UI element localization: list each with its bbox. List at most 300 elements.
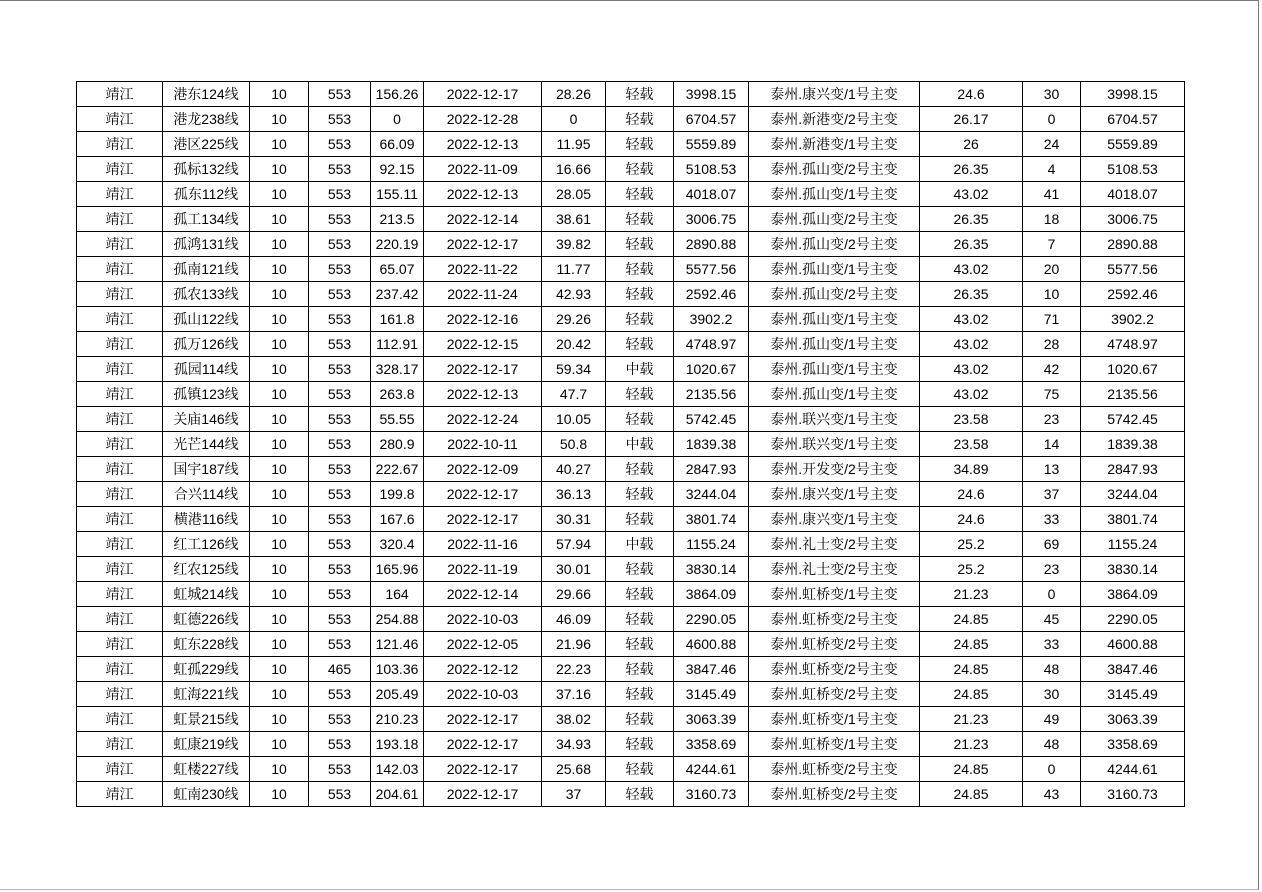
load-cell: 142.03 (371, 757, 424, 782)
transformer-cell: 泰州.礼士变/2号主变 (749, 557, 920, 582)
load-cell: 237.42 (371, 282, 424, 307)
transformer-cell: 泰州.虹桥变/2号主变 (749, 657, 920, 682)
remaining-capacity-cell: 3145.49 (1081, 682, 1185, 707)
available-capacity-cell: 3244.04 (674, 482, 749, 507)
region-cell: 靖江 (77, 782, 163, 807)
region-cell: 靖江 (77, 732, 163, 757)
capacity-cell: 553 (309, 432, 371, 457)
count-cell: 28 (1023, 332, 1081, 357)
load-cell: 280.9 (371, 432, 424, 457)
load-status-cell: 轻载 (606, 657, 674, 682)
transformer-cell: 泰州.新港变/2号主变 (749, 107, 920, 132)
remaining-capacity-cell: 5577.56 (1081, 257, 1185, 282)
line-name-cell: 虹城214线 (163, 582, 250, 607)
load-status-cell: 轻载 (606, 407, 674, 432)
table-row (77, 132, 1185, 157)
transformer-load-rate-cell: 43.02 (920, 307, 1023, 332)
load-status-cell: 轻载 (606, 632, 674, 657)
line-name-cell: 港区225线 (163, 132, 250, 157)
transformer-load-rate-cell: 43.02 (920, 357, 1023, 382)
table-row (77, 682, 1185, 707)
voltage-cell: 10 (250, 407, 309, 432)
region-cell: 靖江 (77, 207, 163, 232)
table-row (77, 282, 1185, 307)
capacity-cell: 553 (309, 257, 371, 282)
table-row (77, 257, 1185, 282)
voltage-cell: 10 (250, 657, 309, 682)
count-cell: 0 (1023, 107, 1081, 132)
remaining-capacity-cell: 3063.39 (1081, 707, 1185, 732)
voltage-cell: 10 (250, 682, 309, 707)
available-capacity-cell: 3160.73 (674, 782, 749, 807)
transformer-load-rate-cell: 24.85 (920, 782, 1023, 807)
table-row (77, 332, 1185, 357)
count-cell: 48 (1023, 657, 1081, 682)
capacity-cell: 553 (309, 457, 371, 482)
remaining-capacity-cell: 5559.89 (1081, 132, 1185, 157)
voltage-cell: 10 (250, 157, 309, 182)
load-rate-cell: 38.61 (542, 207, 606, 232)
transformer-cell: 泰州.虹桥变/2号主变 (749, 757, 920, 782)
count-cell: 18 (1023, 207, 1081, 232)
table-row (77, 657, 1185, 682)
date-cell: 2022-12-17 (424, 357, 542, 382)
table-row (77, 482, 1185, 507)
count-cell: 4 (1023, 157, 1081, 182)
region-cell: 靖江 (77, 457, 163, 482)
capacity-cell: 553 (309, 782, 371, 807)
table-row (77, 82, 1185, 107)
count-cell: 24 (1023, 132, 1081, 157)
capacity-cell: 553 (309, 482, 371, 507)
available-capacity-cell: 3358.69 (674, 732, 749, 757)
load-rate-cell: 40.27 (542, 457, 606, 482)
load-status-cell: 轻载 (606, 457, 674, 482)
load-cell: 222.67 (371, 457, 424, 482)
load-status-cell: 中载 (606, 432, 674, 457)
load-cell: 0 (371, 107, 424, 132)
capacity-cell: 553 (309, 207, 371, 232)
date-cell: 2022-12-17 (424, 707, 542, 732)
date-cell: 2022-12-13 (424, 382, 542, 407)
voltage-cell: 10 (250, 357, 309, 382)
table-row (77, 457, 1185, 482)
load-cell: 112.91 (371, 332, 424, 357)
voltage-cell: 10 (250, 207, 309, 232)
date-cell: 2022-10-03 (424, 682, 542, 707)
line-name-cell: 港东124线 (163, 82, 250, 107)
count-cell: 0 (1023, 582, 1081, 607)
region-cell: 靖江 (77, 307, 163, 332)
voltage-cell: 10 (250, 82, 309, 107)
remaining-capacity-cell: 4244.61 (1081, 757, 1185, 782)
count-cell: 7 (1023, 232, 1081, 257)
available-capacity-cell: 6704.57 (674, 107, 749, 132)
capacity-cell: 553 (309, 757, 371, 782)
line-name-cell: 国宇187线 (163, 457, 250, 482)
transformer-load-rate-cell: 43.02 (920, 382, 1023, 407)
load-cell: 65.07 (371, 257, 424, 282)
load-cell: 210.23 (371, 707, 424, 732)
load-cell: 199.8 (371, 482, 424, 507)
capacity-cell: 553 (309, 732, 371, 757)
load-rate-cell: 39.82 (542, 232, 606, 257)
table-row (77, 307, 1185, 332)
count-cell: 30 (1023, 682, 1081, 707)
table-row (77, 207, 1185, 232)
load-cell: 204.61 (371, 782, 424, 807)
remaining-capacity-cell: 3244.04 (1081, 482, 1185, 507)
voltage-cell: 10 (250, 782, 309, 807)
capacity-cell: 553 (309, 707, 371, 732)
capacity-cell: 553 (309, 82, 371, 107)
line-name-cell: 虹南230线 (163, 782, 250, 807)
load-cell: 165.96 (371, 557, 424, 582)
load-rate-cell: 28.05 (542, 182, 606, 207)
capacity-cell: 553 (309, 682, 371, 707)
table-row (77, 782, 1185, 807)
voltage-cell: 10 (250, 707, 309, 732)
capacity-cell: 553 (309, 307, 371, 332)
transformer-load-rate-cell: 43.02 (920, 332, 1023, 357)
transformer-load-rate-cell: 24.85 (920, 757, 1023, 782)
load-cell: 328.17 (371, 357, 424, 382)
load-status-cell: 轻载 (606, 307, 674, 332)
transformer-load-rate-cell: 25.2 (920, 532, 1023, 557)
capacity-cell: 553 (309, 357, 371, 382)
transformer-cell: 泰州.孤山变/1号主变 (749, 307, 920, 332)
capacity-cell: 553 (309, 382, 371, 407)
load-rate-cell: 25.68 (542, 757, 606, 782)
region-cell: 靖江 (77, 407, 163, 432)
remaining-capacity-cell: 1155.24 (1081, 532, 1185, 557)
count-cell: 30 (1023, 82, 1081, 107)
available-capacity-cell: 3864.09 (674, 582, 749, 607)
remaining-capacity-cell: 3006.75 (1081, 207, 1185, 232)
line-name-cell: 虹海221线 (163, 682, 250, 707)
date-cell: 2022-12-17 (424, 732, 542, 757)
available-capacity-cell: 4244.61 (674, 757, 749, 782)
remaining-capacity-cell: 3847.46 (1081, 657, 1185, 682)
transformer-cell: 泰州.虹桥变/1号主变 (749, 582, 920, 607)
available-capacity-cell: 4018.07 (674, 182, 749, 207)
transformer-load-rate-cell: 34.89 (920, 457, 1023, 482)
line-name-cell: 孤鸿131线 (163, 232, 250, 257)
remaining-capacity-cell: 1839.38 (1081, 432, 1185, 457)
line-name-cell: 虹景215线 (163, 707, 250, 732)
remaining-capacity-cell: 4748.97 (1081, 332, 1185, 357)
remaining-capacity-cell: 6704.57 (1081, 107, 1185, 132)
transformer-load-rate-cell: 26.35 (920, 282, 1023, 307)
load-rate-cell: 22.23 (542, 657, 606, 682)
load-status-cell: 轻载 (606, 582, 674, 607)
remaining-capacity-cell: 3160.73 (1081, 782, 1185, 807)
load-rate-cell: 46.09 (542, 607, 606, 632)
table-row (77, 632, 1185, 657)
count-cell: 71 (1023, 307, 1081, 332)
capacity-cell: 553 (309, 182, 371, 207)
capacity-cell: 553 (309, 132, 371, 157)
available-capacity-cell: 2847.93 (674, 457, 749, 482)
available-capacity-cell: 4748.97 (674, 332, 749, 357)
available-capacity-cell: 3145.49 (674, 682, 749, 707)
load-status-cell: 轻载 (606, 257, 674, 282)
load-cell: 220.19 (371, 232, 424, 257)
date-cell: 2022-12-13 (424, 132, 542, 157)
transformer-load-rate-cell: 24.85 (920, 657, 1023, 682)
region-cell: 靖江 (77, 682, 163, 707)
line-name-cell: 横港116线 (163, 507, 250, 532)
available-capacity-cell: 3006.75 (674, 207, 749, 232)
table-row (77, 557, 1185, 582)
load-rate-cell: 21.96 (542, 632, 606, 657)
capacity-cell: 553 (309, 557, 371, 582)
load-cell: 121.46 (371, 632, 424, 657)
transformer-cell: 泰州.孤山变/1号主变 (749, 332, 920, 357)
date-cell: 2022-10-03 (424, 607, 542, 632)
region-cell: 靖江 (77, 532, 163, 557)
capacity-cell: 553 (309, 582, 371, 607)
line-name-cell: 虹楼227线 (163, 757, 250, 782)
transformer-load-rate-cell: 26.17 (920, 107, 1023, 132)
voltage-cell: 10 (250, 282, 309, 307)
line-name-cell: 虹德226线 (163, 607, 250, 632)
available-capacity-cell: 2135.56 (674, 382, 749, 407)
line-name-cell: 孤镇123线 (163, 382, 250, 407)
date-cell: 2022-12-05 (424, 632, 542, 657)
load-rate-cell: 59.34 (542, 357, 606, 382)
load-rate-cell: 0 (542, 107, 606, 132)
date-cell: 2022-12-17 (424, 757, 542, 782)
transformer-cell: 泰州.康兴变/1号主变 (749, 482, 920, 507)
region-cell: 靖江 (77, 182, 163, 207)
region-cell: 靖江 (77, 707, 163, 732)
date-cell: 2022-11-16 (424, 532, 542, 557)
transformer-cell: 泰州.孤山变/2号主变 (749, 282, 920, 307)
load-cell: 167.6 (371, 507, 424, 532)
load-status-cell: 中载 (606, 357, 674, 382)
load-status-cell: 轻载 (606, 282, 674, 307)
table-row (77, 182, 1185, 207)
load-status-cell: 轻载 (606, 782, 674, 807)
remaining-capacity-cell: 3801.74 (1081, 507, 1185, 532)
transformer-cell: 泰州.虹桥变/1号主变 (749, 732, 920, 757)
load-rate-cell: 29.66 (542, 582, 606, 607)
available-capacity-cell: 5577.56 (674, 257, 749, 282)
remaining-capacity-cell: 2135.56 (1081, 382, 1185, 407)
count-cell: 43 (1023, 782, 1081, 807)
table-body (77, 82, 1185, 807)
region-cell: 靖江 (77, 657, 163, 682)
date-cell: 2022-12-12 (424, 657, 542, 682)
date-cell: 2022-12-24 (424, 407, 542, 432)
load-status-cell: 轻载 (606, 132, 674, 157)
capacity-cell: 553 (309, 507, 371, 532)
load-cell: 205.49 (371, 682, 424, 707)
date-cell: 2022-12-17 (424, 507, 542, 532)
voltage-cell: 10 (250, 632, 309, 657)
transformer-load-rate-cell: 25.2 (920, 557, 1023, 582)
voltage-cell: 10 (250, 532, 309, 557)
remaining-capacity-cell: 4600.88 (1081, 632, 1185, 657)
line-name-cell: 孤标132线 (163, 157, 250, 182)
region-cell: 靖江 (77, 107, 163, 132)
load-status-cell: 轻载 (606, 757, 674, 782)
load-cell: 320.4 (371, 532, 424, 557)
load-status-cell: 轻载 (606, 707, 674, 732)
transformer-cell: 泰州.虹桥变/2号主变 (749, 632, 920, 657)
capacity-cell: 553 (309, 282, 371, 307)
table-row (77, 757, 1185, 782)
count-cell: 0 (1023, 757, 1081, 782)
voltage-cell: 10 (250, 182, 309, 207)
transformer-cell: 泰州.开发变/2号主变 (749, 457, 920, 482)
load-rate-cell: 30.01 (542, 557, 606, 582)
transformer-load-rate-cell: 23.58 (920, 432, 1023, 457)
load-rate-cell: 30.31 (542, 507, 606, 532)
table-row (77, 532, 1185, 557)
count-cell: 13 (1023, 457, 1081, 482)
transformer-cell: 泰州.联兴变/1号主变 (749, 407, 920, 432)
table-row (77, 607, 1185, 632)
load-rate-cell: 10.05 (542, 407, 606, 432)
voltage-cell: 10 (250, 432, 309, 457)
region-cell: 靖江 (77, 132, 163, 157)
region-cell: 靖江 (77, 357, 163, 382)
transformer-load-rate-cell: 24.85 (920, 682, 1023, 707)
load-cell: 55.55 (371, 407, 424, 432)
voltage-cell: 10 (250, 457, 309, 482)
transformer-cell: 泰州.孤山变/1号主变 (749, 257, 920, 282)
line-name-cell: 关庙146线 (163, 407, 250, 432)
load-rate-cell: 20.42 (542, 332, 606, 357)
voltage-cell: 10 (250, 482, 309, 507)
transformer-cell: 泰州.孤山变/2号主变 (749, 207, 920, 232)
count-cell: 10 (1023, 282, 1081, 307)
count-cell: 23 (1023, 557, 1081, 582)
count-cell: 33 (1023, 507, 1081, 532)
load-rate-cell: 28.26 (542, 82, 606, 107)
count-cell: 33 (1023, 632, 1081, 657)
available-capacity-cell: 3801.74 (674, 507, 749, 532)
load-cell: 155.11 (371, 182, 424, 207)
transformer-load-rate-cell: 43.02 (920, 182, 1023, 207)
transformer-load-rate-cell: 21.23 (920, 732, 1023, 757)
region-cell: 靖江 (77, 257, 163, 282)
date-cell: 2022-12-17 (424, 232, 542, 257)
count-cell: 69 (1023, 532, 1081, 557)
transformer-cell: 泰州.虹桥变/2号主变 (749, 782, 920, 807)
date-cell: 2022-12-17 (424, 782, 542, 807)
voltage-cell: 10 (250, 132, 309, 157)
load-rate-cell: 11.77 (542, 257, 606, 282)
line-name-cell: 孤园114线 (163, 357, 250, 382)
available-capacity-cell: 3998.15 (674, 82, 749, 107)
voltage-cell: 10 (250, 757, 309, 782)
line-name-cell: 孤工134线 (163, 207, 250, 232)
load-status-cell: 轻载 (606, 682, 674, 707)
load-cell: 164 (371, 582, 424, 607)
load-cell: 66.09 (371, 132, 424, 157)
region-cell: 靖江 (77, 232, 163, 257)
transformer-load-rate-cell: 43.02 (920, 257, 1023, 282)
load-status-cell: 轻载 (606, 207, 674, 232)
capacity-cell: 553 (309, 107, 371, 132)
transformer-load-rate-cell: 26.35 (920, 232, 1023, 257)
table-row (77, 407, 1185, 432)
count-cell: 49 (1023, 707, 1081, 732)
load-status-cell: 轻载 (606, 182, 674, 207)
remaining-capacity-cell: 1020.67 (1081, 357, 1185, 382)
transformer-cell: 泰州.康兴变/1号主变 (749, 507, 920, 532)
table-row (77, 507, 1185, 532)
date-cell: 2022-11-24 (424, 282, 542, 307)
line-name-cell: 孤东112线 (163, 182, 250, 207)
transformer-load-rate-cell: 21.23 (920, 582, 1023, 607)
capacity-cell: 553 (309, 157, 371, 182)
load-rate-cell: 36.13 (542, 482, 606, 507)
load-cell: 213.5 (371, 207, 424, 232)
available-capacity-cell: 1155.24 (674, 532, 749, 557)
load-status-cell: 轻载 (606, 732, 674, 757)
date-cell: 2022-12-13 (424, 182, 542, 207)
voltage-cell: 10 (250, 307, 309, 332)
transformer-cell: 泰州.新港变/1号主变 (749, 132, 920, 157)
line-name-cell: 红农125线 (163, 557, 250, 582)
load-cell: 92.15 (371, 157, 424, 182)
transformer-load-rate-cell: 26.35 (920, 157, 1023, 182)
line-name-cell: 港龙238线 (163, 107, 250, 132)
transformer-cell: 泰州.虹桥变/1号主变 (749, 707, 920, 732)
region-cell: 靖江 (77, 332, 163, 357)
region-cell: 靖江 (77, 607, 163, 632)
voltage-cell: 10 (250, 557, 309, 582)
table-row (77, 107, 1185, 132)
table-row (77, 707, 1185, 732)
transformer-load-rate-cell: 24.85 (920, 607, 1023, 632)
capacity-cell: 465 (309, 657, 371, 682)
transformer-cell: 泰州.孤山变/1号主变 (749, 382, 920, 407)
date-cell: 2022-11-22 (424, 257, 542, 282)
region-cell: 靖江 (77, 757, 163, 782)
remaining-capacity-cell: 3864.09 (1081, 582, 1185, 607)
region-cell: 靖江 (77, 507, 163, 532)
load-cell: 254.88 (371, 607, 424, 632)
date-cell: 2022-12-28 (424, 107, 542, 132)
load-rate-cell: 42.93 (542, 282, 606, 307)
voltage-cell: 10 (250, 607, 309, 632)
transformer-load-rate-cell: 24.6 (920, 82, 1023, 107)
load-status-cell: 轻载 (606, 382, 674, 407)
capacity-cell: 553 (309, 332, 371, 357)
voltage-cell: 10 (250, 107, 309, 132)
remaining-capacity-cell: 4018.07 (1081, 182, 1185, 207)
region-cell: 靖江 (77, 582, 163, 607)
available-capacity-cell: 1020.67 (674, 357, 749, 382)
capacity-cell: 553 (309, 232, 371, 257)
date-cell: 2022-10-11 (424, 432, 542, 457)
count-cell: 14 (1023, 432, 1081, 457)
remaining-capacity-cell: 2592.46 (1081, 282, 1185, 307)
load-cell: 156.26 (371, 82, 424, 107)
region-cell: 靖江 (77, 82, 163, 107)
region-cell: 靖江 (77, 382, 163, 407)
capacity-cell: 553 (309, 607, 371, 632)
date-cell: 2022-12-17 (424, 482, 542, 507)
transformer-cell: 泰州.孤山变/2号主变 (749, 232, 920, 257)
load-status-cell: 轻载 (606, 232, 674, 257)
transformer-cell: 泰州.虹桥变/2号主变 (749, 607, 920, 632)
